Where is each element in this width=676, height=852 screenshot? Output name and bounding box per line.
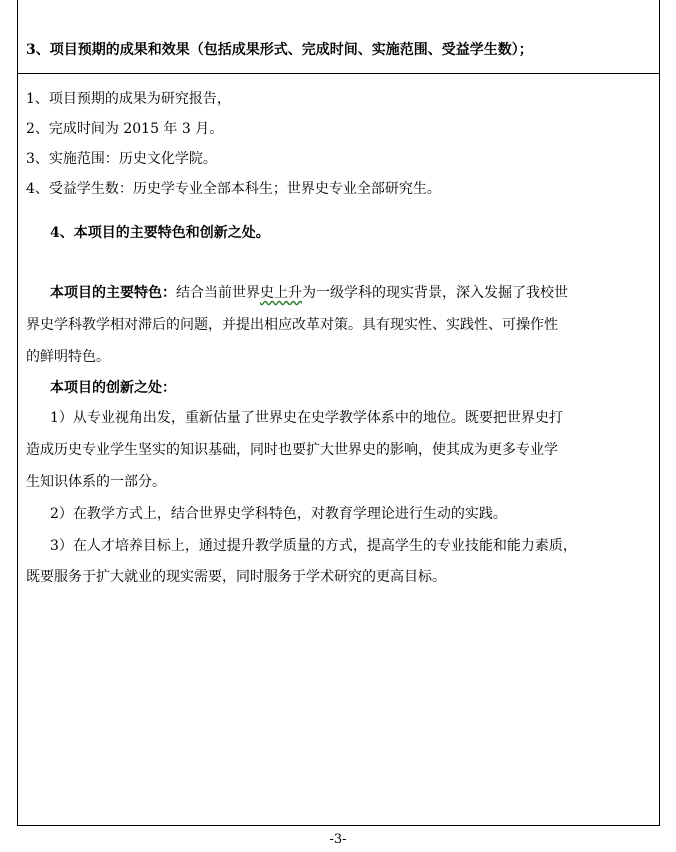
table-frame-top bbox=[17, 0, 660, 34]
innovation3-line-2: 既要服务于扩大就业的现实需要，同时服务于学术研究的更高目标。 bbox=[26, 569, 446, 585]
outcome-item-4: 4、受益学生数：历史学专业全部本科生；世界史专业全部研究生。 bbox=[26, 181, 441, 197]
innovation1-line-3: 生知识体系的一部分。 bbox=[26, 474, 166, 490]
outcome-item-3: 3、实施范围：历史文化学院。 bbox=[26, 151, 217, 167]
page-number: -3- bbox=[329, 832, 347, 847]
outcome-item-1: 1、项目预期的成果为研究报告， bbox=[26, 91, 231, 107]
innovation2-line-1: 2）在教学方式上，结合世界史学科特色，对教育学理论进行生动的实践。 bbox=[50, 506, 507, 522]
section3-heading: 3、项目预期的成果和效果（包括成果形式、完成时间、实施范围、受益学生数）； bbox=[26, 42, 533, 58]
features-line-1 bbox=[50, 284, 568, 302]
features-line-2: 界史学科教学相对滞后的问题，并提出相应改革对策。具有现实性、实践性、可操作性 bbox=[26, 317, 558, 333]
features-text-a: 结合当前世界 bbox=[176, 285, 260, 301]
innovation3-line-1: 3）在人才培养目标上，通过提升教学质量的方式，提高学生的专业技能和能力素质， bbox=[50, 538, 577, 554]
innovation1-line-2: 造成历史专业学生坚实的知识基础，同时也要扩大世界史的影响，使其成为更多专业学 bbox=[26, 442, 558, 458]
innovations-label: 本项目的创新之处： bbox=[50, 380, 176, 396]
features-label: 本项目的主要特色： bbox=[50, 285, 176, 301]
features-text-marked: 史上升 bbox=[260, 285, 302, 301]
section4-heading: 4、本项目的主要特色和创新之处。 bbox=[50, 225, 270, 241]
innovation1-line-1: 1）从专业视角出发，重新估量了世界史在史学教学体系中的地位。既要把世界史打 bbox=[50, 410, 563, 426]
section-divider bbox=[17, 73, 660, 74]
outcome-item-2: 2、完成时间为 2015 年 3 月。 bbox=[26, 121, 224, 137]
features-text-b: 为一级学科的现实背景，深入发掘了我校世 bbox=[302, 285, 568, 301]
features-line-3: 的鲜明特色。 bbox=[26, 349, 110, 365]
